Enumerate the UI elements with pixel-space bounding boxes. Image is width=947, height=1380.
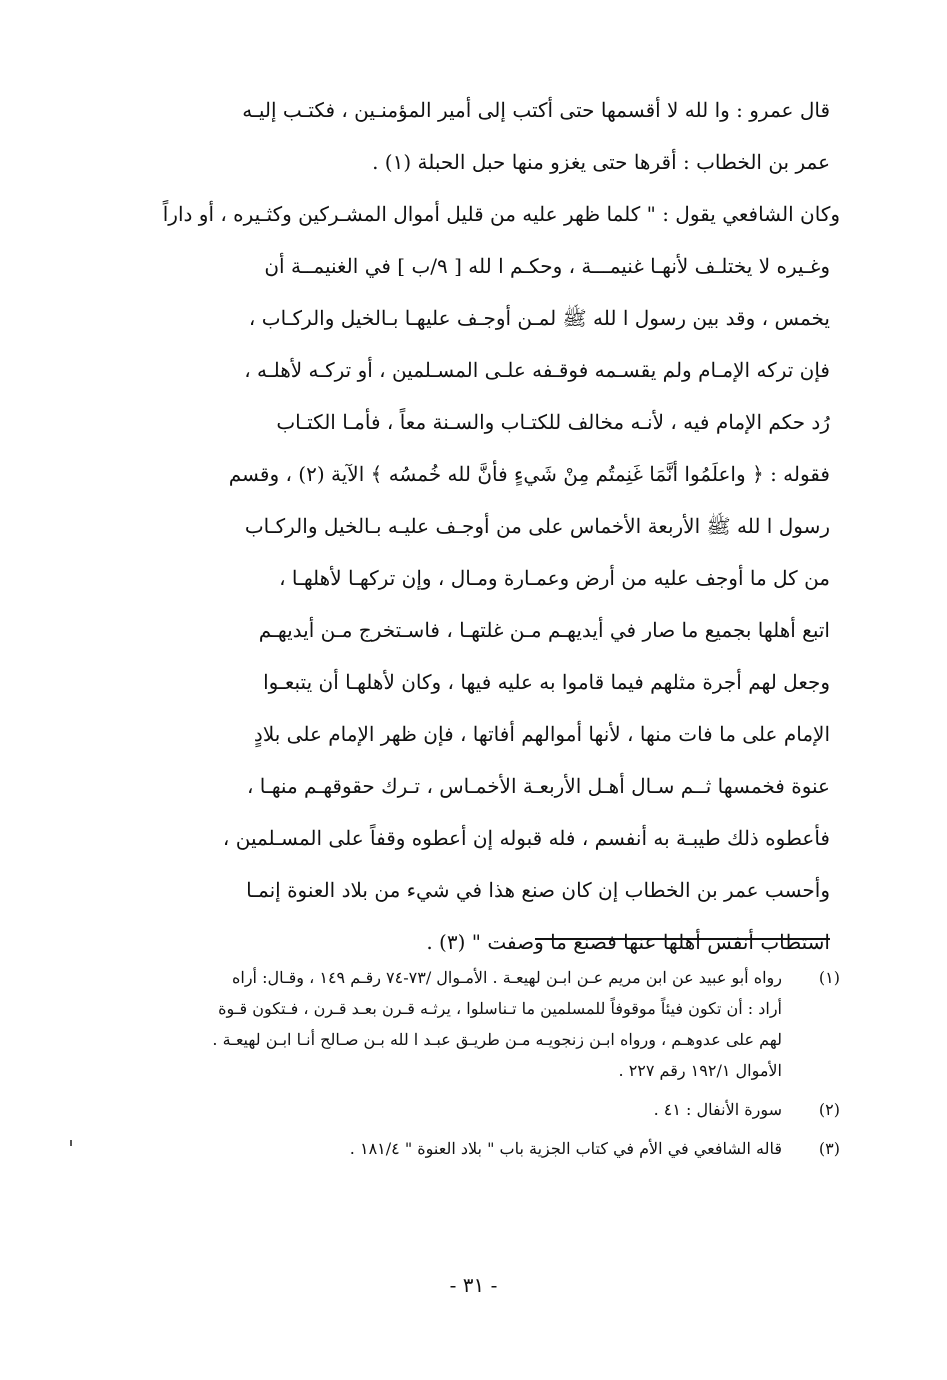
footnote-body: [140, 1094, 782, 1125]
text-line: وأحسب عمر بن الخطاب إن كان صنع هذا في شيء من بلاد العنوة إنمـا: [246, 878, 830, 902]
footnote-number: (١): [818, 968, 840, 987]
text-line: من كل ما أوجف عليه من أرض وعمـارة ومـال ، وإن تركهـا لأهلهـا ،: [279, 566, 830, 590]
footnotes: [140, 962, 840, 1164]
page-number: - ٣١ -: [449, 1273, 498, 1297]
text-line: وكان الشافعي يقول : " كلما ظهر عليه من قليل أموال المشـركين وكثـيره ، أو داراً: [162, 202, 840, 226]
text-line: فأعطوه ذلك طيبـة به أنفسم ، فله قبوله إن أعطوه وقفاً على المسـلمين ،: [222, 826, 830, 850]
text-line: الإمام على ما فات منها ، لأنها أموالهم أفاتها ، فإن ظهر الإمام على بلادٍ: [253, 722, 830, 746]
footnote-number: (٢): [818, 1100, 840, 1119]
footnote-line: سورة الأنفال : ٤١ .: [653, 1100, 782, 1119]
scan-speck: [70, 1140, 72, 1146]
main-text: [140, 84, 840, 968]
text-line: عمر بن الخطاب : أقرها حتى يغزو منها حبل الحبلة (١) .: [372, 150, 830, 174]
footnote-body: [140, 1133, 782, 1164]
text-line: وغـيره لا يختلـف لأنهـا غنيمـــة ، وحكـم ا لله [ ٩/ب ] في الغنيمــة أن: [264, 254, 830, 278]
footnote-number: (٣): [818, 1139, 840, 1158]
text-line: اتبع أهلها بجميع ما صار في أيديهـم مـن غلتهـا ، فاسـتخرج مـن أيديهـم: [258, 618, 830, 642]
footnote-3: [140, 1133, 840, 1164]
text-line: عنوة فخمسها ثــم سـال أهـل الأربعـة الأخمـاس ، تـرك حقوقهـم منهـا ،: [246, 774, 830, 798]
footnote-body: [140, 962, 782, 1086]
footnote-line: الأموال ١٩٢/١ رقم ٢٢٧ .: [618, 1061, 782, 1080]
text-line: وجعل لهم أجرة مثلهم فيما قاموا به عليه فيها ، وكان لأهلهـا أن يتبعـوا: [263, 670, 830, 694]
footnote-2: [140, 1094, 840, 1125]
footnote-separator: [535, 938, 830, 940]
text-line: قال عمرو : وا لله لا أقسمها حتى أكتب إلى أمير المؤمنـين ، فكتـب إليـه: [242, 98, 830, 122]
footnote-line: قاله الشافعي في الأم في كتاب الجزية باب " بلاد العنوة " ١٨١/٤ .: [349, 1139, 782, 1158]
text-line: فقوله : ﴿ واعلَمُوا أنَّمَا غَنِمتُم مِنْ شَيءٍ فأنَّ لله خُمسُه ﴾ الآية (٢) ، وقسم: [228, 462, 830, 486]
footnote-1: [140, 962, 840, 1086]
text-line: يخمس ، وقد بين رسول ا لله ﷺ لمـن أوجـف عليهـا بـالخيل والركـاب ،: [248, 306, 830, 330]
footnote-line: لهم على عدوهـم ، ورواه ابـن زنجويـه مـن طريـق عبـد ا لله بـن صـالح أنـا ابـن لهيعـة .: [212, 1030, 782, 1049]
text-line: فإن تركه الإمـام ولم يقسـمه فوقـفه علـى المسـلمين ، أو تركـه لأهلـه ،: [244, 358, 830, 382]
footnote-line: أراد : أن تكون فيئاً موقوفاً للمسلمين ما تـناسلوا ، يرثـه قـرن بعـد قـرن ، فـتكون قـوة: [218, 999, 782, 1018]
text-line: استطاب أنفس أهلها عنها فصنع ما وصفت " (٣) .: [426, 930, 830, 954]
text-line: رُد حكم الإمام فيه ، لأنـه مخالف للكتـاب والسـنة معاً ، فأمـا الكتـاب: [276, 410, 830, 434]
footnote-line: رواه أبو عبيد عن ابن مريم عـن ابـن لهيعـة . الأمـوال /٧٣-٧٤ رقـم ١٤٩ ، وقـال: أراه: [231, 968, 782, 987]
text-line: رسول ا لله ﷺ الأربعة الأخماس على من أوجـف عليـه بـالخيل والركـاب: [244, 514, 830, 538]
